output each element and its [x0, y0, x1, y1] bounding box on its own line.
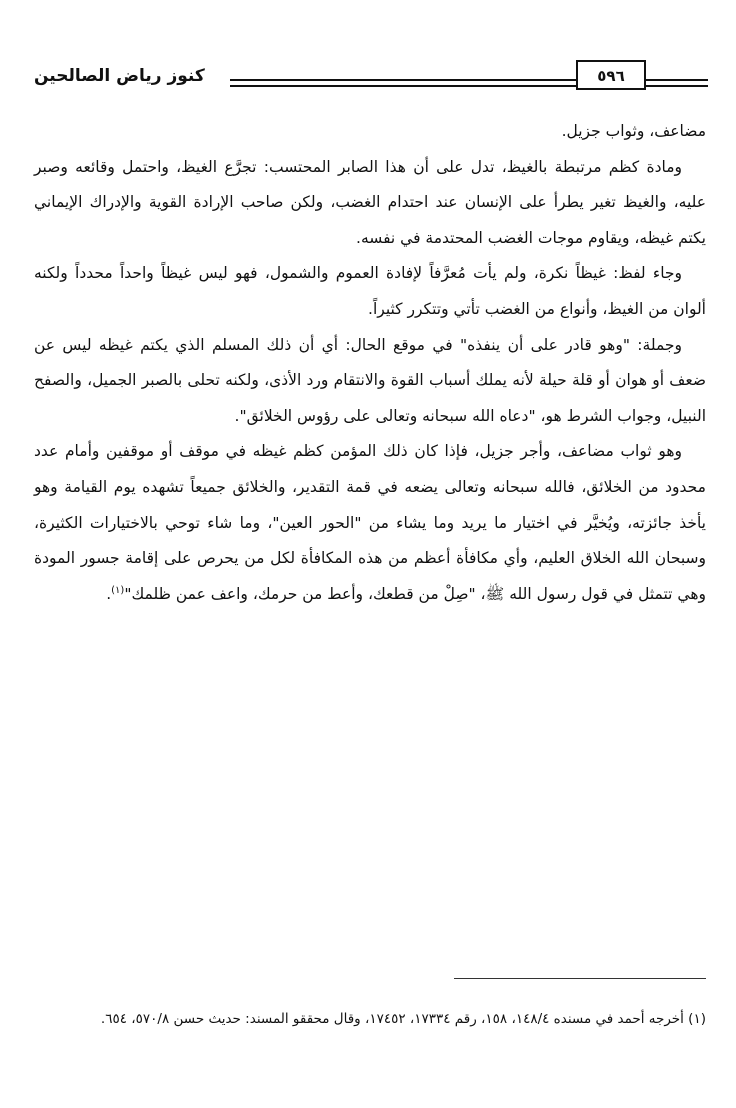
footnote-reference: (١) — [111, 584, 125, 596]
paragraph-text: وهو ثواب مضاعف، وأجر جزيل، فإذا كان ذلك المؤمن كظم غيظه في موقف أو موقفين وأمام عدد محدود من الخلائق، فالله سبحانه وتعالى يضعه في قمة التقدير، والخلائق جميعاً تشهده يوم القيامة وهو يأخذ جائزته، ويُخيَّر في اختيار ما يريد وما يشاء من "الحور العين"، وما شاء توحي بالاختيارات الكثيرة، وسبحان الله الخلاق العليم، وأي مكافأة أعظم من هذه المكافأة لكل من يحرص على إقامة جسور المودة وهي تتمثل في قول رسول الله ﷺ، "صِلْ من قطعك، وأعط من حرمك، واعف عمن ظلمك" — [34, 442, 706, 603]
header-double-rule — [230, 79, 576, 87]
paragraph: وجاء لفظ: غيظاً نكرة، ولم يأت مُعرَّفاً لإفادة العموم والشمول، فهو ليس غيظاً واحداً محدداً ولكنه ألوان من الغيظ، وأنواع من الغضب تأتي وتتكرر كثيراً. — [34, 264, 706, 318]
paragraph: ومادة كظم مرتبطة بالغيظ، تدل على أن هذا الصابر المحتسب: تجرَّع الغيظ، واحتمل وقائعه وصبر عليه، والغيظ تغير يطرأ على الإنسان عند احتدام الغضب، ولكن صاحب الإرادة القوية والإدراك الإيماني يكتم غيظه، ويقاوم موجات الغضب المحتدمة في نفسه. — [34, 157, 706, 247]
paragraph — [34, 434, 706, 612]
footnote: (١) أخرجه أحمد في مسنده ١٤٨/٤، ١٥٨، رقم ١٧٣٣٤، ١٧٤٥٢، وقال محققو المسند: حديث حسن ٥٧٠/٨، ٦٥٤. — [100, 1011, 706, 1027]
paragraph-end-period: . — [106, 584, 112, 603]
book-title: كنوز رياض الصالحين — [34, 66, 205, 86]
page-number: ٥٩٦ — [576, 60, 646, 90]
header-double-rule-right — [646, 79, 708, 87]
paragraph: وجملة: "وهو قادر على أن ينفذه" في موقع الحال: أي أن ذلك المسلم الذي يكتم غيظه ليس عن ضعف أو هوان أو قلة حيلة لأنه يملك أسباب القوة والانتقام ورد الأذى، ولكنه تحلى بالصبر الجميل، والصفح النبيل، وجواب الشرط هو، "دعاه الله سبحانه وتعالى على رؤوس الخلائق". — [34, 335, 706, 425]
footnote-divider — [454, 978, 706, 979]
paragraph: مضاعف، وثواب جزيل. — [561, 122, 706, 140]
page-header — [34, 58, 708, 98]
body-text — [34, 114, 706, 612]
